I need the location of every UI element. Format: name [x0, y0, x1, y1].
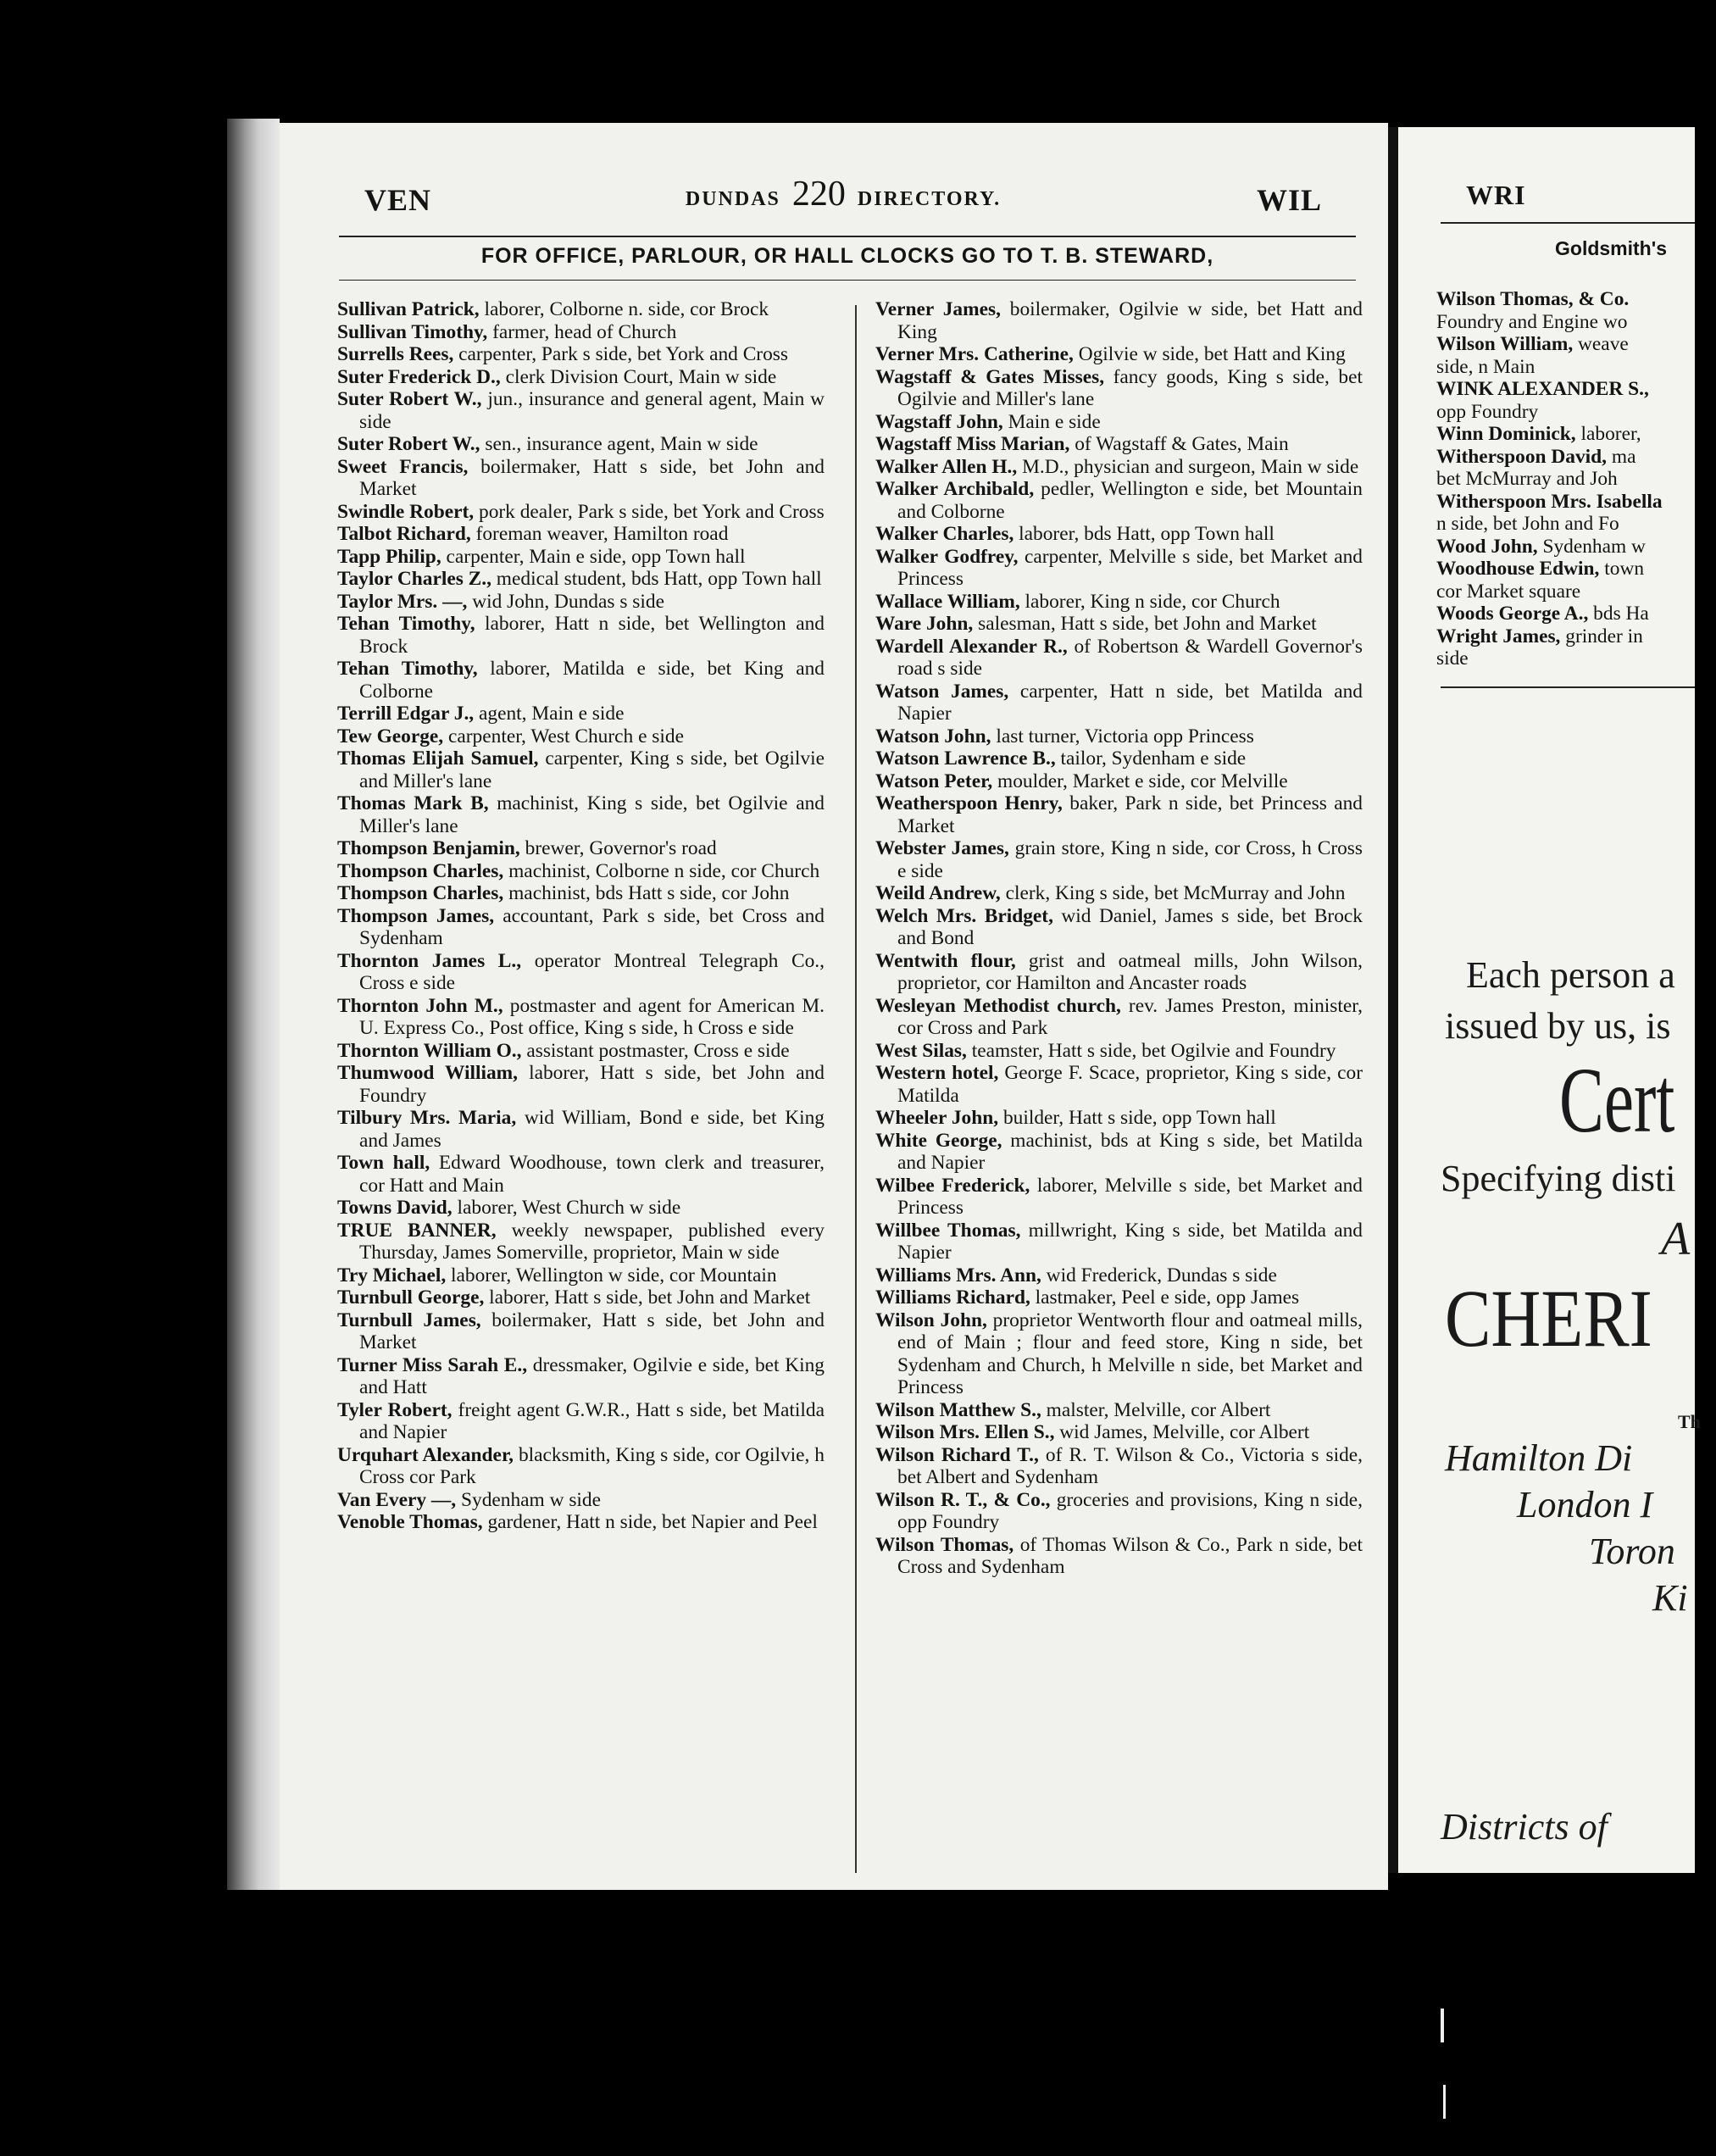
- entry-name: Witherspoon Mrs. Isabella: [1436, 490, 1663, 513]
- right-guide-word: WIL: [1256, 183, 1322, 217]
- entry-details: salesman, Hatt s side, bet John and Market: [973, 613, 1317, 635]
- directory-entry: [337, 658, 825, 703]
- entry-name: Watson Lawrence B.,: [875, 747, 1056, 770]
- directory-entry: [337, 860, 825, 883]
- entry-name: Wardell Alexander R.,: [875, 635, 1068, 658]
- entry-name: Tehan Timothy,: [337, 613, 475, 635]
- directory-entry: [337, 950, 825, 995]
- directory-entry: [337, 1220, 825, 1264]
- entry-name: Willbee Thomas,: [875, 1219, 1021, 1242]
- directory-entry: [875, 725, 1363, 748]
- directory-entry: [337, 1040, 825, 1063]
- entry-details: freight agent G.W.R., Hatt s side, bet Matilda and Napier: [359, 1398, 825, 1443]
- entry-name: Wilson Matthew S.,: [875, 1398, 1041, 1421]
- entry-details: machinist, bds Hatt s side, cor John: [503, 882, 790, 904]
- entry-name: Wesleyan Methodist church,: [875, 994, 1121, 1017]
- directory-entry: [1436, 625, 1716, 648]
- entry-name: Woodhouse Edwin,: [1436, 558, 1600, 580]
- entry-details: wid Frederick, Dundas s side: [1041, 1264, 1277, 1286]
- directory-entry: [875, 1309, 1363, 1399]
- entry-details: Ogilvie w side, bet Hatt and King: [1073, 343, 1346, 365]
- directory-entry: [875, 1444, 1363, 1489]
- entry-details: postmaster and agent for American M. U. Express Co., Post office, King s side, h Cross e side: [359, 994, 825, 1039]
- entry-details: carpenter, West Church e side: [443, 725, 684, 747]
- entry-details: groceries and provisions, King n side, opp Foundry: [897, 1488, 1363, 1533]
- directory-entry: [875, 298, 1363, 343]
- facing-column: [1436, 288, 1716, 670]
- entry-details: clerk Division Court, Main w side: [500, 365, 777, 388]
- entry-details: of Wagstaff & Gates, Main: [1069, 433, 1289, 455]
- directory-entry: [875, 636, 1363, 681]
- entry-details: moulder, Market e side, cor Melville: [992, 770, 1288, 792]
- entry-name: Walker Archibald,: [875, 478, 1035, 500]
- directory-entry: [1436, 536, 1716, 558]
- entry-details: weave: [1573, 333, 1629, 355]
- entry-details: machinist, Colborne n side, cor Church: [503, 859, 820, 882]
- entry-name: WINK ALEXANDER S.,: [1436, 378, 1649, 400]
- directory-entry: [875, 837, 1363, 882]
- entry-details: teamster, Hatt s side, bet Ogilvie and Foundry: [966, 1039, 1336, 1062]
- directory-entry: [1436, 603, 1716, 625]
- entry-details: farmer, head of Church: [487, 320, 677, 343]
- directory-entry: [337, 1107, 825, 1152]
- directory-label: DIRECTORY.: [857, 188, 1002, 210]
- ad-line: A: [1661, 1213, 1691, 1265]
- directory-entry: [337, 1286, 825, 1309]
- directory-entry: [875, 1062, 1363, 1107]
- ad-line: Each person a: [1466, 954, 1675, 996]
- left-guide-word: VEN: [364, 183, 432, 217]
- entry-name: Talbot Richard,: [337, 523, 471, 545]
- running-head: [364, 174, 1322, 225]
- directory-entry: [875, 995, 1363, 1040]
- entry-name: Wood John,: [1436, 535, 1538, 558]
- entry-details: pork dealer, Park s side, bet York and Cross: [474, 500, 825, 523]
- entry-name: Sullivan Patrick,: [337, 298, 480, 320]
- entry-name: Wagstaff & Gates Misses,: [875, 365, 1105, 388]
- entry-details: tailor, Sydenham e side: [1055, 747, 1247, 770]
- directory-entry: [337, 725, 825, 748]
- entry-details: laborer, King n side, cor Church: [1019, 590, 1280, 613]
- directory-entry: [875, 950, 1363, 995]
- entry-name: Terrill Edgar J.,: [337, 703, 475, 725]
- entry-name: Walker Godfrey,: [875, 545, 1019, 568]
- directory-entry: [337, 1489, 825, 1512]
- entry-details: accountant, Park s side, bet Cross and Sydenham: [359, 904, 825, 949]
- entry-details: laborer, Wellington w side, cor Mountain: [446, 1264, 777, 1286]
- directory-entry: [875, 343, 1363, 366]
- entry-name: Wallace William,: [875, 590, 1020, 613]
- entry-name: Thomas Elijah Samuel,: [337, 747, 539, 770]
- directory-entry: [875, 1130, 1363, 1175]
- directory-entry: [1436, 311, 1716, 334]
- entry-details: grist and oatmeal mills, John Wilson, proprietor, cor Hamilton and Ancaster roads: [897, 949, 1363, 994]
- entry-name: Urquhart Alexander,: [337, 1443, 514, 1466]
- directory-entry: [1436, 513, 1716, 536]
- ad-line: Hamilton Di: [1445, 1437, 1633, 1479]
- entry-details: brewer, Governor's road: [519, 837, 717, 859]
- directory-entry: [875, 523, 1363, 546]
- directory-entry: [1436, 647, 1716, 670]
- directory-entry: [1436, 491, 1716, 514]
- scan-speck: [1443, 2085, 1446, 2119]
- entry-details: Sydenham w side: [456, 1488, 602, 1511]
- entry-details: laborer, Colborne n. side, cor Brock: [479, 298, 769, 320]
- entry-name: Wilson John,: [875, 1309, 987, 1331]
- entry-details: side: [1436, 647, 1469, 670]
- directory-entry: [875, 1107, 1363, 1130]
- directory-entry: [875, 905, 1363, 950]
- entry-details: boilermaker, Hatt s side, bet John and Market: [359, 1309, 825, 1353]
- directory-entry: [337, 343, 825, 366]
- entry-details: Edward Woodhouse, town clerk and treasurer, cor Hatt and Main: [359, 1152, 825, 1197]
- entry-name: Thornton William O.,: [337, 1039, 522, 1062]
- entry-name: Venoble Thomas,: [337, 1511, 483, 1533]
- entry-details: cor Market square: [1436, 580, 1581, 603]
- directory-entry: [337, 1399, 825, 1444]
- entry-name: Woods George A.,: [1436, 603, 1589, 625]
- directory-entry: [337, 613, 825, 658]
- entry-name: Suter Robert W.,: [337, 388, 482, 410]
- directory-entry: [337, 703, 825, 725]
- directory-entry: [875, 591, 1363, 614]
- entry-details: Sydenham w: [1537, 535, 1646, 558]
- entry-name: Wentwith flour,: [875, 949, 1016, 972]
- directory-entry: [875, 478, 1363, 523]
- ad-line: Districts of: [1441, 1806, 1608, 1848]
- entry-details: wid John, Dundas s side: [467, 590, 664, 613]
- facing-header-rule: [1441, 222, 1695, 224]
- directory-entry: [337, 591, 825, 614]
- entry-details: carpenter, Hatt n side, bet Matilda and Napier: [897, 680, 1363, 725]
- column-divider: [855, 305, 857, 1873]
- entry-name: Wagstaff Miss Marian,: [875, 433, 1070, 455]
- entry-name: Welch Mrs. Bridget,: [875, 904, 1053, 927]
- entry-details: of R. T. Wilson & Co., Victoria s side, bet Albert and Sydenham: [897, 1443, 1363, 1488]
- left-column: [337, 298, 825, 1534]
- entry-name: Western hotel,: [875, 1062, 999, 1084]
- entry-name: Suter Frederick D.,: [337, 365, 501, 388]
- entry-name: Watson James,: [875, 680, 1009, 703]
- entry-details: weekly newspaper, published every Thursday, James Somerville, proprietor, Main w side: [359, 1219, 825, 1264]
- entry-name: Wilbee Frederick,: [875, 1174, 1030, 1197]
- entry-details: laborer, Melville s side, bet Market and Princess: [897, 1174, 1363, 1219]
- entry-name: Wilson Richard T.,: [875, 1443, 1039, 1466]
- scan-speck: [1441, 2009, 1444, 2042]
- directory-entry: [337, 568, 825, 591]
- directory-entry: [337, 837, 825, 860]
- directory-entry: [337, 433, 825, 456]
- entry-details: sen., insurance agent, Main w side: [480, 433, 758, 455]
- directory-entry: [1436, 401, 1716, 424]
- entry-name: Webster James,: [875, 837, 1009, 859]
- directory-entry: [875, 433, 1363, 456]
- entry-name: Weatherspoon Henry,: [875, 792, 1063, 814]
- directory-entry: [875, 1175, 1363, 1220]
- entry-name: Taylor Charles Z.,: [337, 568, 491, 590]
- entry-name: Tilbury Mrs. Maria,: [337, 1107, 517, 1129]
- ad-line: CHERI: [1445, 1273, 1652, 1364]
- entry-details: blacksmith, King s side, cor Ogilvie, h Cross cor Park: [359, 1443, 825, 1488]
- entry-details: Main e side: [1002, 410, 1101, 433]
- entry-details: pedler, Wellington e side, bet Mountain and Colborne: [897, 478, 1363, 523]
- entry-details: M.D., physician and surgeon, Main w side: [1017, 455, 1359, 478]
- directory-entry: [875, 546, 1363, 591]
- ad-line: Th: [1678, 1411, 1701, 1432]
- entry-details: n side, bet John and Fo: [1436, 513, 1619, 535]
- entry-details: laborer, Hatt s side, bet John and Market: [484, 1286, 811, 1309]
- directory-entry: [875, 613, 1363, 636]
- entry-details: laborer, bds Hatt, opp Town hall: [1013, 523, 1275, 545]
- advert-line: FOR OFFICE, PARLOUR, OR HALL CLOCKS GO TO T. B. STEWARD,: [480, 244, 1214, 268]
- directory-entry: [875, 1534, 1363, 1579]
- entry-name: Walker Charles,: [875, 523, 1014, 545]
- entry-name: Swindle Robert,: [337, 500, 475, 523]
- middle-column: [875, 298, 1363, 1579]
- entry-details: carpenter, Main e side, opp Town hall: [441, 545, 746, 568]
- ad-line: London I: [1517, 1484, 1653, 1525]
- entry-name: Verner Mrs. Catherine,: [875, 343, 1074, 365]
- advert-rule: [339, 280, 1356, 281]
- directory-entry: [337, 1511, 825, 1534]
- facing-section-rule: [1441, 686, 1695, 688]
- ad-line: Ki: [1652, 1577, 1688, 1619]
- entry-name: Tyler Robert,: [337, 1398, 453, 1421]
- header-rule: [339, 236, 1356, 237]
- directory-entry: [337, 1062, 825, 1107]
- entry-name: Suter Robert W.,: [337, 433, 480, 455]
- directory-entry: [1436, 356, 1716, 379]
- entry-details: builder, Hatt s side, opp Town hall: [998, 1107, 1276, 1129]
- entry-details: laborer, Hatt n side, bet Wellington and Brock: [359, 613, 825, 658]
- directory-entry: [875, 681, 1363, 725]
- entry-details: laborer, Matilda e side, bet King and Colborne: [359, 658, 825, 703]
- directory-entry: [875, 1040, 1363, 1063]
- directory-entry: [337, 882, 825, 905]
- entry-name: Thompson Charles,: [337, 882, 504, 904]
- directory-entry: [875, 456, 1363, 479]
- directory-entry: [337, 1152, 825, 1197]
- entry-name: Walker Allen H.,: [875, 455, 1018, 478]
- entry-name: Verner James,: [875, 298, 1001, 320]
- entry-name: Weild Andrew,: [875, 882, 1001, 904]
- directory-entry: [1436, 468, 1716, 491]
- entry-name: Williams Mrs. Ann,: [875, 1264, 1041, 1286]
- entry-details: wid James, Melville, cor Albert: [1054, 1421, 1310, 1443]
- directory-entry: [875, 1220, 1363, 1264]
- directory-entry: [875, 411, 1363, 434]
- directory-entry: [1436, 288, 1716, 311]
- entry-name: Turnbull James,: [337, 1309, 481, 1331]
- facing-advert: Goldsmith's: [1555, 237, 1667, 259]
- entry-details: machinist, King s side, bet Ogilvie and Miller's lane: [359, 792, 825, 837]
- entry-name: Thompson Benjamin,: [337, 837, 520, 859]
- entry-details: laborer, Hatt s side, bet John and Foundry: [359, 1062, 825, 1107]
- entry-name: West Silas,: [875, 1039, 967, 1062]
- entry-details: boilermaker, Hatt s side, bet John and Market: [359, 455, 825, 500]
- entry-details: town: [1599, 558, 1645, 580]
- entry-details: boilermaker, Ogilvie w side, bet Hatt and King: [897, 298, 1363, 343]
- entry-name: Wilson Thomas, & Co.: [1436, 288, 1630, 310]
- entry-name: Turnbull George,: [337, 1286, 485, 1309]
- entry-name: Towns David,: [337, 1197, 453, 1219]
- entry-name: Thornton James L.,: [337, 949, 522, 972]
- directory-entry: [337, 1264, 825, 1287]
- directory-entry: [337, 546, 825, 569]
- directory-entry: [337, 747, 825, 792]
- entry-details: jun., insurance and general agent, Main w side: [359, 388, 825, 433]
- entry-details: dressmaker, Ogilvie e side, bet King and Hatt: [359, 1353, 825, 1398]
- entry-details: assistant postmaster, Cross e side: [521, 1039, 790, 1062]
- directory-entry: [875, 792, 1363, 837]
- entry-details: side, n Main: [1436, 355, 1536, 378]
- directory-entry: [337, 792, 825, 837]
- entry-name: Thornton John M.,: [337, 994, 503, 1017]
- entry-name: Tehan Timothy,: [337, 658, 478, 680]
- entry-name: Van Every —,: [337, 1488, 457, 1511]
- entry-name: Turner Miss Sarah E.,: [337, 1353, 528, 1376]
- entry-name: Sweet Francis,: [337, 455, 469, 478]
- entry-details: of Thomas Wilson & Co., Park n side, bet Cross and Sydenham: [897, 1533, 1363, 1578]
- entry-name: Wright James,: [1436, 625, 1561, 647]
- directory-entry: [337, 905, 825, 950]
- entry-details: carpenter, King s side, bet Ogilvie and Miller's lane: [359, 747, 825, 792]
- page-number: 220: [791, 175, 846, 214]
- directory-entry: [337, 1309, 825, 1354]
- entry-details: George F. Scace, proprietor, King s side, cor Matilda: [897, 1062, 1363, 1107]
- entry-details: grinder in: [1560, 625, 1643, 647]
- directory-entry: [875, 1489, 1363, 1534]
- entry-details: proprietor Wentworth flour and oatmeal mills, end of Main ; flour and feed store, King n side, bet Sydenham and Church, h Melville n side, bet Market and Princess: [897, 1309, 1363, 1398]
- directory-entry: [337, 995, 825, 1040]
- directory-entry: [1436, 333, 1716, 356]
- entry-details: gardener, Hatt n side, bet Napier and Peel: [482, 1511, 818, 1533]
- entry-name: Try Michael,: [337, 1264, 447, 1286]
- entry-name: Surrells Rees,: [337, 343, 454, 365]
- entry-name: Wilson Thomas,: [875, 1533, 1014, 1556]
- entry-name: Wagstaff John,: [875, 410, 1003, 433]
- ad-line: Specifying disti: [1441, 1158, 1676, 1199]
- entry-details: agent, Main e side: [474, 703, 625, 725]
- entry-details: foreman weaver, Hamilton road: [470, 523, 729, 545]
- directory-entry: [337, 366, 825, 389]
- directory-entry: [1436, 558, 1716, 581]
- entry-details: of Robertson & Wardell Governor's road s side: [897, 635, 1363, 680]
- entry-name: Watson John,: [875, 725, 991, 747]
- directory-entry: [337, 523, 825, 546]
- directory-entry: [875, 882, 1363, 905]
- entry-name: Witherspoon David,: [1436, 445, 1608, 468]
- page-gutter: [1388, 127, 1398, 1873]
- directory-entry: [337, 298, 825, 321]
- ad-line: Cert: [1559, 1048, 1675, 1152]
- entry-details: opp Foundry: [1436, 400, 1539, 423]
- ad-line: issued by us, is: [1445, 1005, 1671, 1047]
- directory-entry: [875, 1264, 1363, 1287]
- entry-name: Watson Peter,: [875, 770, 993, 792]
- entry-details: lastmaker, Peel e side, opp James: [1030, 1286, 1300, 1309]
- entry-details: wid William, Bond e side, bet King and James: [359, 1107, 825, 1152]
- entry-details: ma: [1607, 445, 1636, 468]
- directory-entry: [337, 456, 825, 501]
- entry-name: Thumwood William,: [337, 1062, 519, 1084]
- directory-entry: [875, 1399, 1363, 1422]
- entry-name: Thompson Charles,: [337, 859, 504, 882]
- entry-details: medical student, bds Hatt, opp Town hall: [491, 568, 822, 590]
- ad-line: Toron: [1589, 1531, 1675, 1572]
- directory-entry: [337, 388, 825, 433]
- entry-details: machinist, bds at King s side, bet Matilda and Napier: [897, 1129, 1363, 1174]
- directory-entry: [1436, 581, 1716, 603]
- entry-name: Thompson James,: [337, 904, 495, 927]
- entry-details: bds Ha: [1588, 603, 1649, 625]
- directory-entry: [875, 770, 1363, 793]
- entry-name: Tew George,: [337, 725, 444, 747]
- entry-details: baker, Park n side, bet Princess and Market: [897, 792, 1363, 837]
- directory-entry: [337, 1354, 825, 1399]
- entry-name: Wilson William,: [1436, 333, 1574, 355]
- entry-details: Foundry and Engine wo: [1436, 310, 1628, 333]
- directory-entry: [337, 1444, 825, 1489]
- directory-entry: [337, 321, 825, 344]
- directory-entry: [1436, 378, 1716, 401]
- entry-details: malster, Melville, cor Albert: [1041, 1398, 1271, 1421]
- entry-details: operator Montreal Telegraph Co., Cross e side: [359, 949, 825, 994]
- directory-entry: [875, 1421, 1363, 1444]
- entry-name: Williams Richard,: [875, 1286, 1030, 1309]
- page-binding: [227, 119, 280, 1890]
- entry-name: Tapp Philip,: [337, 545, 441, 568]
- entry-details: laborer, West Church w side: [452, 1197, 681, 1219]
- entry-name: Sullivan Timothy,: [337, 320, 488, 343]
- entry-details: fancy goods, King s side, bet Ogilvie and Miller's lane: [897, 365, 1363, 410]
- directory-entry: [875, 1286, 1363, 1309]
- entry-name: Taylor Mrs. —,: [337, 590, 468, 613]
- entry-name: Wilson Mrs. Ellen S.,: [875, 1421, 1055, 1443]
- entry-details: clerk, King s side, bet McMurray and John: [1000, 882, 1346, 904]
- entry-details: wid Daniel, James s side, bet Brock and Bond: [897, 904, 1363, 949]
- directory-entry: [337, 1197, 825, 1220]
- entry-details: millwright, King s side, bet Matilda and Napier: [897, 1219, 1363, 1264]
- page-header-center: [364, 174, 1322, 214]
- city-name: DUNDAS: [685, 188, 780, 210]
- facing-page-guide-word: WRI: [1466, 180, 1526, 210]
- entry-details: laborer,: [1575, 423, 1641, 445]
- entry-name: Ware John,: [875, 613, 974, 635]
- entry-details: carpenter, Melville s side, bet Market and Princess: [897, 545, 1363, 590]
- entry-name: White George,: [875, 1129, 1002, 1152]
- entry-details: last turner, Victoria opp Princess: [991, 725, 1254, 747]
- directory-entry: [875, 366, 1363, 411]
- entry-name: Wheeler John,: [875, 1107, 999, 1129]
- directory-entry: [875, 747, 1363, 770]
- directory-entry: [1436, 423, 1716, 446]
- directory-entry: [1436, 446, 1716, 469]
- entry-name: Thomas Mark B,: [337, 792, 489, 814]
- entry-details: grain store, King n side, cor Cross, h Cross e side: [897, 837, 1363, 882]
- entry-name: Wilson R. T., & Co.,: [875, 1488, 1051, 1511]
- entry-details: bet McMurray and Joh: [1436, 468, 1618, 490]
- entry-details: rev. James Preston, minister, cor Cross and Park: [897, 994, 1363, 1039]
- directory-entry: [337, 501, 825, 524]
- entry-name: Town hall,: [337, 1152, 430, 1174]
- entry-name: TRUE BANNER,: [337, 1219, 497, 1242]
- entry-details: carpenter, Park s side, bet York and Cross: [453, 343, 788, 365]
- entry-name: Winn Dominick,: [1436, 423, 1576, 445]
